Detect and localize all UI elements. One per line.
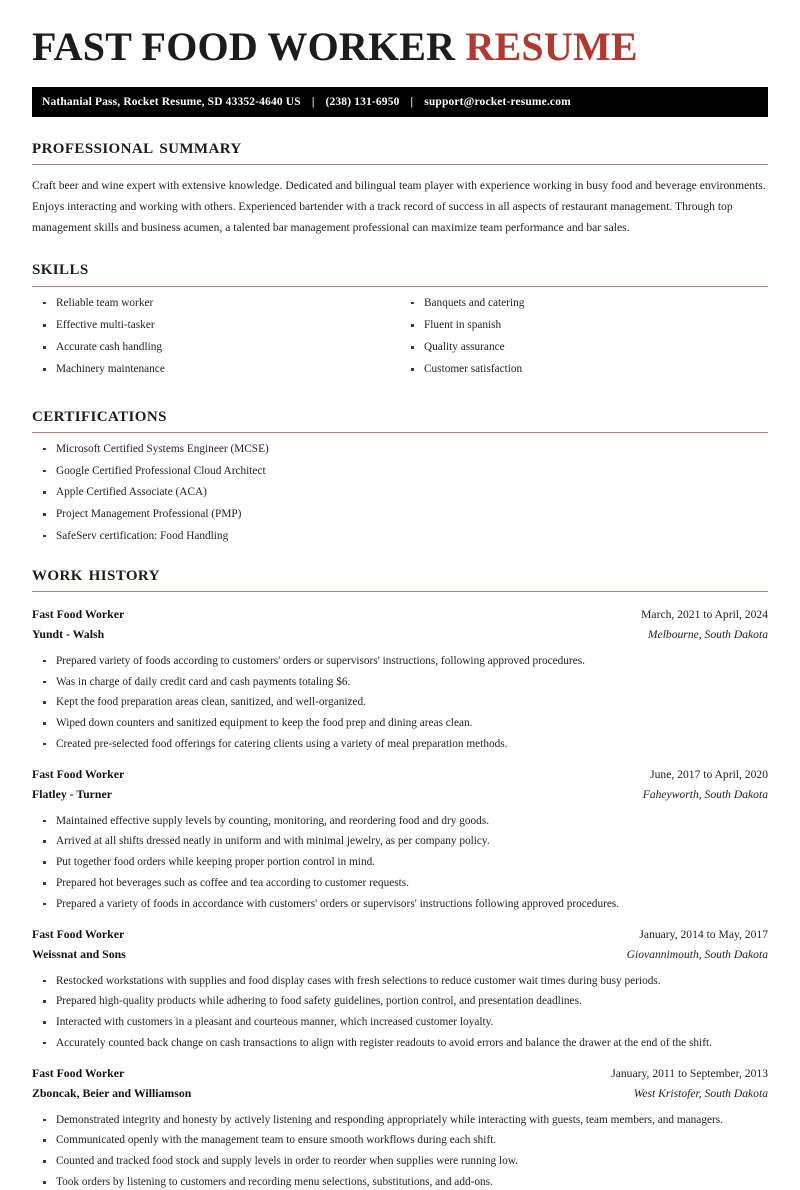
list-item: Machinery maintenance — [32, 362, 400, 377]
list-item: Accurately counted back change on cash transactions to align with register readouts to avoid errors and balance the drawer at the end of the shift. — [32, 1036, 768, 1051]
list-item: Communicated openly with the management team to ensure smooth workflows during each shift. — [32, 1133, 768, 1148]
list-item: Created pre-selected food offerings for catering clients using a variety of meal preparation methods. — [32, 737, 768, 752]
section-heading-certifications: certifications — [32, 400, 167, 426]
job-dates: March, 2021 to April, 2024 — [641, 608, 768, 622]
contact-line — [42, 96, 571, 108]
job-bullets — [32, 974, 768, 1052]
job-location: West Kristofer, South Dakota — [633, 1086, 768, 1100]
list-item: Fluent in spanish — [400, 318, 768, 333]
job-location: Melbourne, South Dakota — [647, 628, 768, 642]
section-professional-summary — [32, 134, 768, 238]
job-company: Yundt - Walsh — [32, 627, 105, 642]
contact-email[interactable]: support@rocket-resume.com — [424, 96, 571, 108]
list-item: Reliable team worker — [32, 296, 400, 311]
contact-separator-1: | — [311, 96, 315, 108]
list-item: Effective multi-tasker — [32, 318, 400, 333]
section-certifications — [32, 402, 768, 544]
list-item: Took orders by listening to customers and recording menu selections, substitutions, and add-ons. — [32, 1175, 768, 1190]
job-subheader-row — [32, 946, 768, 964]
list-item: Microsoft Certified Systems Engineer (MCSE) — [32, 442, 768, 457]
contact-separator-2: | — [410, 96, 414, 108]
list-item: Prepared a variety of foods in accordance with customers' orders or supervisors' instructions following approved procedures. — [32, 897, 768, 912]
list-item: Interacted with customers in a pleasant and courteous manner, which increased customer loyalty. — [32, 1015, 768, 1030]
page-title — [32, 26, 768, 68]
list-item: Accurate cash handling — [32, 340, 400, 355]
list-item: Project Management Professional (PMP) — [32, 507, 768, 522]
section-divider — [32, 432, 768, 433]
section-heading-skills: skills — [32, 254, 89, 280]
job-title: Fast Food Worker — [32, 607, 125, 622]
job-company: Flatley - Turner — [32, 786, 112, 801]
job-location: Faheyworth, South Dakota — [642, 787, 768, 801]
job-company: Zboncak, Beier and Williamson — [32, 1085, 192, 1100]
page-title-main: FAST FOOD WORKER — [32, 24, 456, 69]
list-item: Apple Certified Associate (ACA) — [32, 485, 768, 500]
job-location: Giovannimouth, South Dakota — [626, 947, 768, 961]
work-history-entry — [32, 926, 768, 1051]
section-heading-summary: professional summary — [32, 133, 242, 158]
page-title-accent: RESUME — [465, 24, 638, 69]
job-bullets — [32, 1113, 768, 1190]
list-item: Restocked workstations with supplies and food display cases with fresh selections to reduce customer wait times during busy periods. — [32, 974, 768, 989]
list-item: Maintained effective supply levels by counting, monitoring, and reordering food and dry goods. — [32, 814, 768, 829]
job-dates: June, 2017 to April, 2020 — [650, 768, 768, 782]
skills-column-right — [400, 287, 768, 385]
job-subheader-row — [32, 786, 768, 804]
job-header-row — [32, 1065, 768, 1083]
list-item: Prepared high-quality products while adhering to food safety guidelines, portion control, and presentation deadlines. — [32, 994, 768, 1009]
job-header-row — [32, 606, 768, 624]
job-header-row — [32, 766, 768, 784]
contact-bar — [32, 87, 768, 117]
skills-list-right — [400, 296, 768, 378]
list-item: Was in charge of daily credit card and cash payments totaling $6. — [32, 675, 768, 690]
certifications-list — [32, 442, 768, 544]
work-history-entry — [32, 766, 768, 912]
job-title: Fast Food Worker — [32, 1066, 125, 1081]
work-history-entry — [32, 606, 768, 752]
job-company: Weissnat and Sons — [32, 946, 126, 961]
job-subheader-row — [32, 1085, 768, 1103]
list-item: Google Certified Professional Cloud Architect — [32, 464, 768, 479]
list-item: Counted and tracked food stock and supply levels in order to reorder when supplies were running low. — [32, 1154, 768, 1169]
job-subheader-row — [32, 626, 768, 644]
contact-phone[interactable]: (238) 131-6950 — [325, 96, 400, 108]
job-dates: January, 2011 to September, 2013 — [611, 1067, 768, 1081]
job-title: Fast Food Worker — [32, 767, 125, 782]
skills-list-left — [32, 296, 400, 378]
summary-text: Craft beer and wine expert with extensive knowledge. Dedicated and bilingual team player with experience working in busy food and beverage environments. Enjoys interacting and working with others. Experienced bartender with a track record of success in all aspects of restaurant management. Through top management skills and business acumen, a talented bar management professional can maximize team performance and bar sales. — [32, 179, 766, 235]
list-item: SafeServ certification: Food Handling — [32, 529, 768, 544]
job-title: Fast Food Worker — [32, 926, 125, 941]
list-item: Quality assurance — [400, 340, 768, 355]
list-item: Prepared variety of foods according to customers' orders or supervisors' instructions, following approved procedures. — [32, 654, 768, 669]
skills-column-left — [32, 287, 400, 385]
job-dates: January, 2014 to May, 2017 — [639, 927, 768, 941]
skills-columns — [32, 287, 768, 385]
list-item: Kept the food preparation areas clean, sanitized, and well-organized. — [32, 695, 768, 710]
list-item: Arrived at all shifts dressed neatly in uniform and with minimal jewelry, as per company policy. — [32, 834, 768, 849]
list-item: Wiped down counters and sanitized equipment to keep the food prep and dining areas clean. — [32, 716, 768, 731]
list-item: Customer satisfaction — [400, 362, 768, 377]
section-work-history — [32, 561, 768, 1190]
contact-name-address: Nathanial Pass, Rocket Resume, SD 43352-4640 US — [42, 96, 301, 108]
work-history-entry — [32, 1065, 768, 1190]
list-item: Banquets and catering — [400, 296, 768, 311]
job-bullets — [32, 814, 768, 912]
section-divider — [32, 591, 768, 592]
list-item: Put together food orders while keeping proper portion control in mind. — [32, 855, 768, 870]
section-heading-work-history: work history — [32, 560, 160, 586]
list-item: Demonstrated integrity and honesty by actively listening and responding appropriately while interacting with guests, team members, and managers. — [32, 1113, 768, 1128]
job-bullets — [32, 654, 768, 752]
job-header-row — [32, 926, 768, 944]
list-item: Prepared hot beverages such as coffee and tea according to customer requests. — [32, 876, 768, 891]
section-divider — [32, 164, 768, 165]
section-skills — [32, 255, 768, 384]
